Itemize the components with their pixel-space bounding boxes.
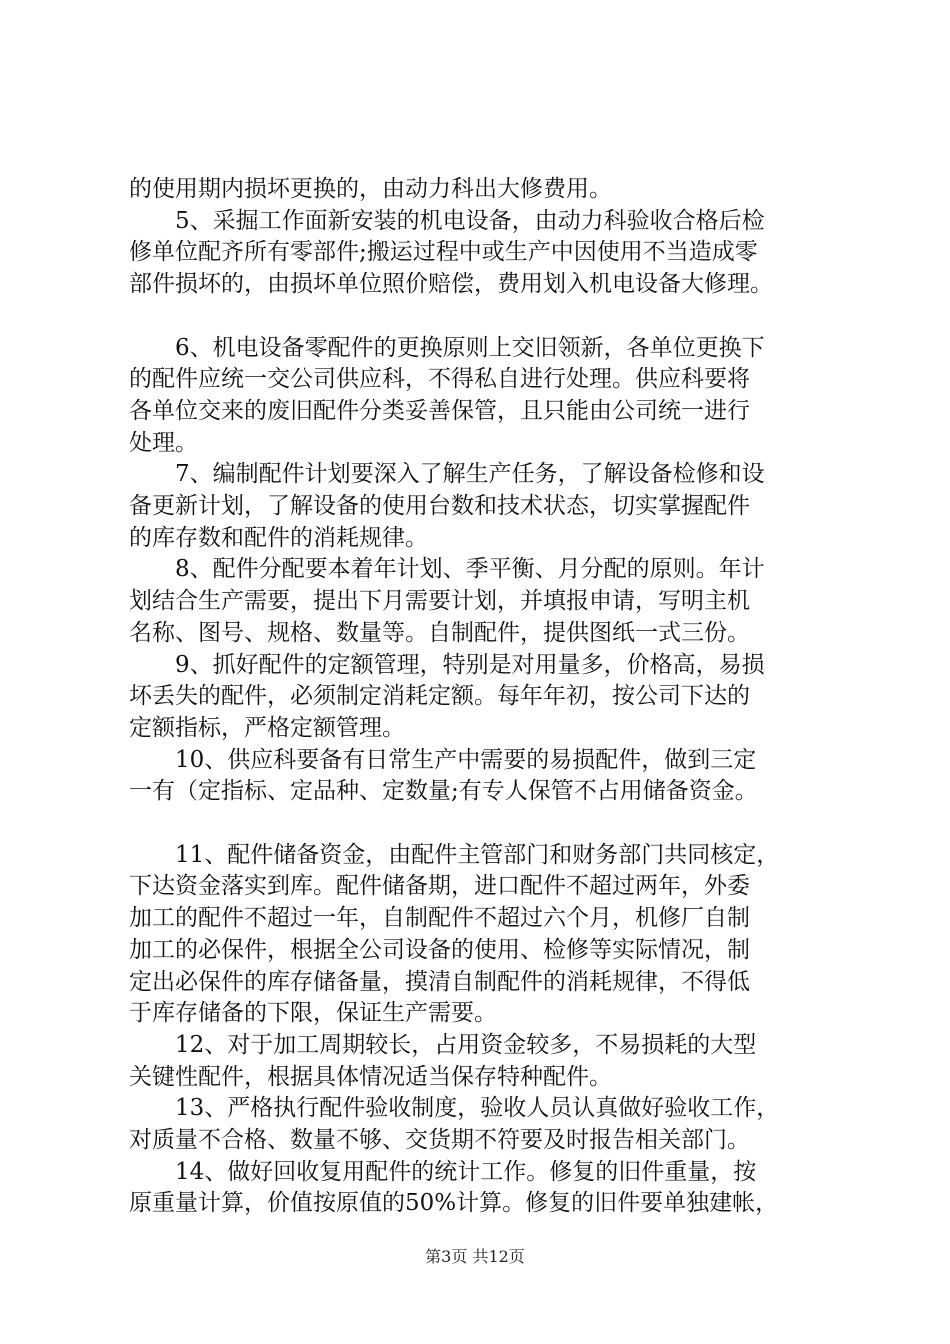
text-line: 12、对于加工周期较长，占用资金较多，不易损耗的大型 — [175, 1031, 757, 1058]
text-line: 关键性配件，根据具体情况适当保存特种配件。 — [129, 1063, 612, 1090]
text-line: 的配件应统一交公司供应科，不得私自进行处理。供应科要将 — [129, 366, 750, 393]
text-line: 处理。 — [129, 429, 198, 456]
text-line: 下达资金落实到库。配件储备期，进口配件不超过两年，外委 — [129, 873, 750, 900]
text-line: 13、严格执行配件验收制度，验收人员认真做好验收工作， — [175, 1095, 780, 1122]
text-line: 各单位交来的废旧配件分类妥善保管，且只能由公司统一进行 — [129, 397, 750, 424]
text-line: 修单位配齐所有零部件;搬运过程中或生产中因使用不当造成零 — [129, 239, 758, 266]
page-number-footer: 第3页 共12页 — [425, 1247, 525, 1266]
text-line: 5、采掘工作面新安装的机电设备，由动力科验收合格后检 — [175, 207, 765, 234]
paragraph-item-12 — [129, 1030, 841, 1093]
text-line: 坏丢失的配件，必须制定消耗定额。每年年初，按公司下达的 — [129, 683, 750, 710]
text-line: 加工的配件不超过一年，自制配件不超过六个月，机修厂自制 — [129, 905, 750, 932]
text-line: 部件损坏的，由损坏单位照价赔偿，费用划入机电设备大修理。 — [129, 271, 773, 298]
text-line: 6、机电设备零配件的更换原则上交旧领新，各单位更换下 — [175, 334, 765, 361]
paragraph-item-9 — [129, 650, 841, 745]
text-line: 的使用期内损坏更换的，由动力科出大修费用。 — [129, 176, 612, 202]
document-body — [129, 174, 841, 1220]
text-line: 10、供应科要备有日常生产中需要的易损配件，做到三定 — [175, 746, 757, 773]
text-line: 划结合生产需要，提出下月需要计划，并填报申请，写明主机 — [129, 588, 750, 615]
paragraph-item-8 — [129, 554, 841, 649]
text-line: 14、做好回收复用配件的统计工作。修复的旧件重量，按 — [175, 1158, 757, 1185]
paragraph-spacer — [129, 808, 841, 840]
paragraph-item-10 — [129, 745, 841, 808]
paragraph-item-5 — [129, 206, 841, 301]
text-line: 8、配件分配要本着年计划、季平衡、月分配的原则。年计 — [175, 556, 765, 583]
paragraph-item-14 — [129, 1157, 841, 1220]
text-line: 原重量计算，价值按原值的50%计算。修复的旧件要单独建帐， — [129, 1190, 779, 1217]
paragraph-item-11 — [129, 840, 841, 1030]
paragraph-spacer — [129, 301, 841, 333]
paragraph-item-6 — [129, 333, 841, 460]
text-line: 定额指标，严格定额管理。 — [129, 714, 405, 741]
paragraph-continuation — [129, 174, 841, 206]
paragraph-item-13 — [129, 1093, 841, 1156]
text-line: 一有（定指标、定品种、定数量;有专人保管不占用储备资金。 — [129, 778, 758, 805]
text-line: 加工的必保件，根据全公司设备的使用、检修等实际情况，制 — [129, 936, 750, 963]
text-line: 名称、图号、规格、数量等。自制配件，提供图纸一式三份。 — [129, 619, 750, 646]
text-line: 11、配件储备资金，由配件主管部门和财务部门共同核定， — [175, 841, 780, 868]
text-line: 备更新计划，了解设备的使用台数和技术状态，切实掌握配件 — [129, 493, 750, 520]
text-line: 定出必保件的库存储备量，摸清自制配件的消耗规律，不得低 — [129, 968, 750, 995]
text-line: 7、编制配件计划要深入了解生产任务，了解设备检修和设 — [175, 461, 765, 488]
text-line: 于库存储备的下限，保证生产需要。 — [129, 1000, 497, 1027]
text-line: 对质量不合格、数量不够、交货期不符要及时报告相关部门。 — [129, 1127, 750, 1154]
paragraph-item-7 — [129, 459, 841, 554]
text-line: 9、抓好配件的定额管理，特别是对用量多，价格高，易损 — [175, 651, 765, 678]
text-line: 的库存数和配件的消耗规律。 — [129, 524, 428, 551]
